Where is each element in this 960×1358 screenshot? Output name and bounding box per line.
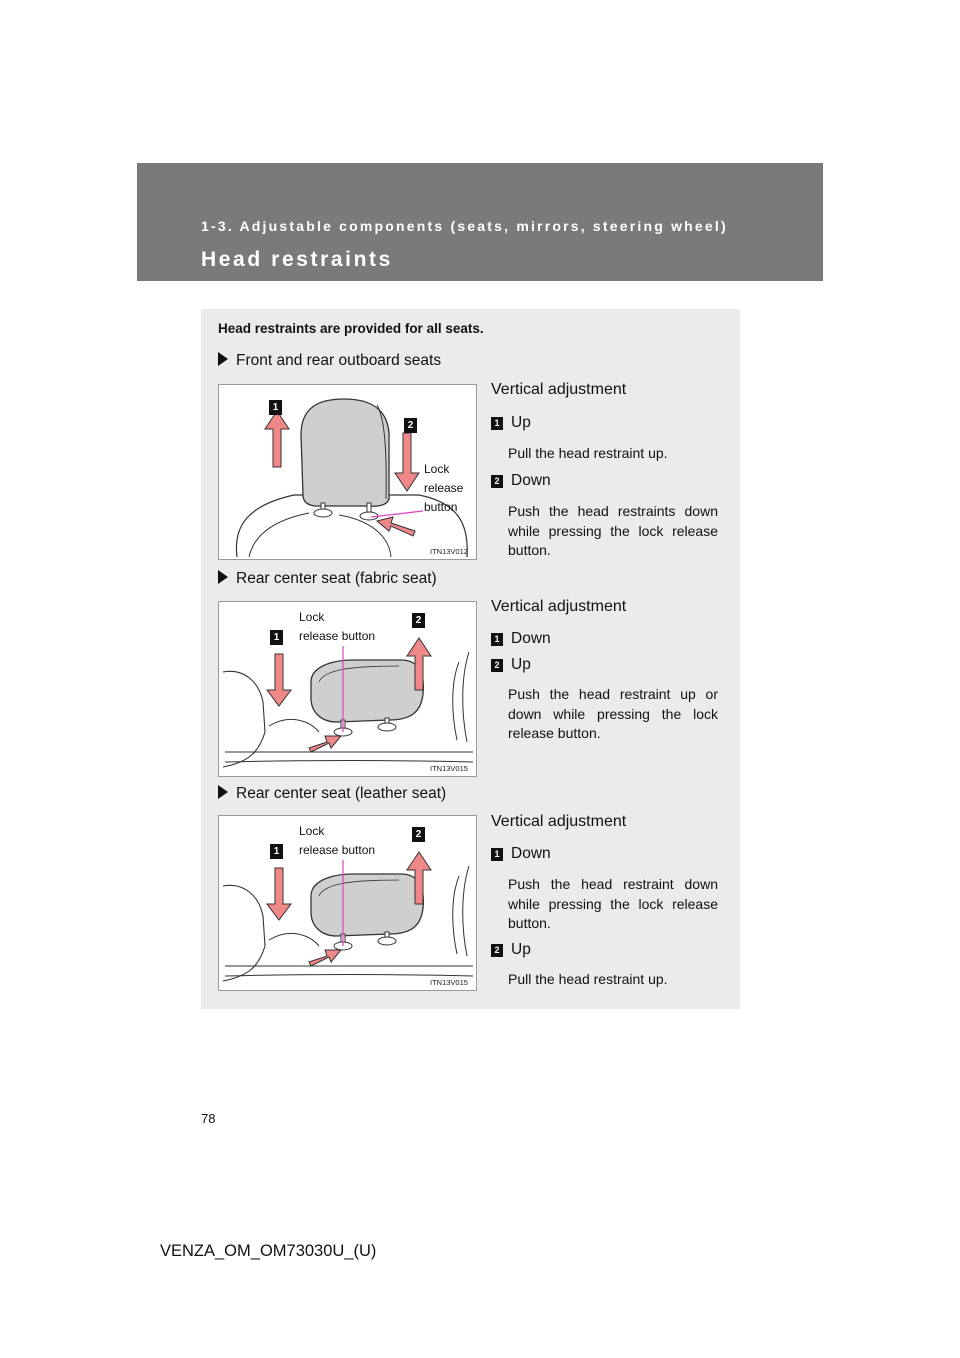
step-description: Pull the head restraint up. — [508, 971, 668, 987]
subsection-heading: Rear center seat (leather seat) — [218, 785, 446, 803]
triangle-bullet-icon — [218, 785, 228, 799]
step-badge-2: 2 — [404, 418, 417, 433]
step-down: 2 Down — [491, 472, 551, 490]
step-up: 2 Up — [491, 941, 531, 959]
section-title: 1-3. Adjustable components (seats, mirrors, steering wheel) — [201, 218, 728, 234]
step-badge-1: 1 — [270, 844, 283, 859]
figure-code: ITN13V015 — [430, 764, 468, 773]
page-title: Head restraints — [201, 248, 393, 271]
step-description: Push the head restraint up or down while pressing the lock release button. — [508, 686, 718, 741]
callout-lock-release: Lock release button — [424, 462, 464, 514]
step-badge-2: 2 — [412, 827, 425, 842]
step-description: Pull the head restraint up. — [508, 445, 668, 461]
page-number: 78 — [201, 1111, 216, 1126]
figure-code: ITN13V012 — [430, 547, 468, 556]
step-up: 1 Up — [491, 414, 531, 432]
subsection-heading: Rear center seat (fabric seat) — [218, 570, 437, 588]
step-up: 2 Up — [491, 656, 531, 674]
document-id: VENZA_OM_OM73030U_(U) — [160, 1242, 377, 1260]
intro-text: Head restraints are provided for all seats. — [218, 321, 484, 336]
step-down: 1 Down — [491, 630, 551, 648]
step-description: Push the head restraints down while pressing the lock release button. — [508, 503, 718, 558]
step-badge-1: 1 — [270, 630, 283, 645]
step-description: Push the head restraint down while pressing the lock release button. — [508, 876, 718, 931]
callout-lock-release: Lock release button — [299, 824, 376, 857]
subsection-heading: Front and rear outboard seats — [218, 352, 441, 370]
step-down: 1 Down — [491, 845, 551, 863]
adjustment-heading: Vertical adjustment — [491, 381, 627, 398]
figure-code: ITN13V015 — [430, 978, 468, 987]
step-badge-2: 2 — [412, 613, 425, 628]
step-badge-1: 1 — [269, 400, 282, 415]
triangle-bullet-icon — [218, 570, 228, 584]
figure-rear-center-leather — [218, 815, 477, 991]
callout-lock-release: Lock release button — [299, 610, 376, 643]
figure-rear-center-fabric — [218, 601, 477, 777]
figure-front-outboard — [218, 384, 477, 560]
triangle-bullet-icon — [218, 352, 228, 366]
adjustment-heading: Vertical adjustment — [491, 813, 627, 830]
adjustment-heading: Vertical adjustment — [491, 598, 627, 615]
